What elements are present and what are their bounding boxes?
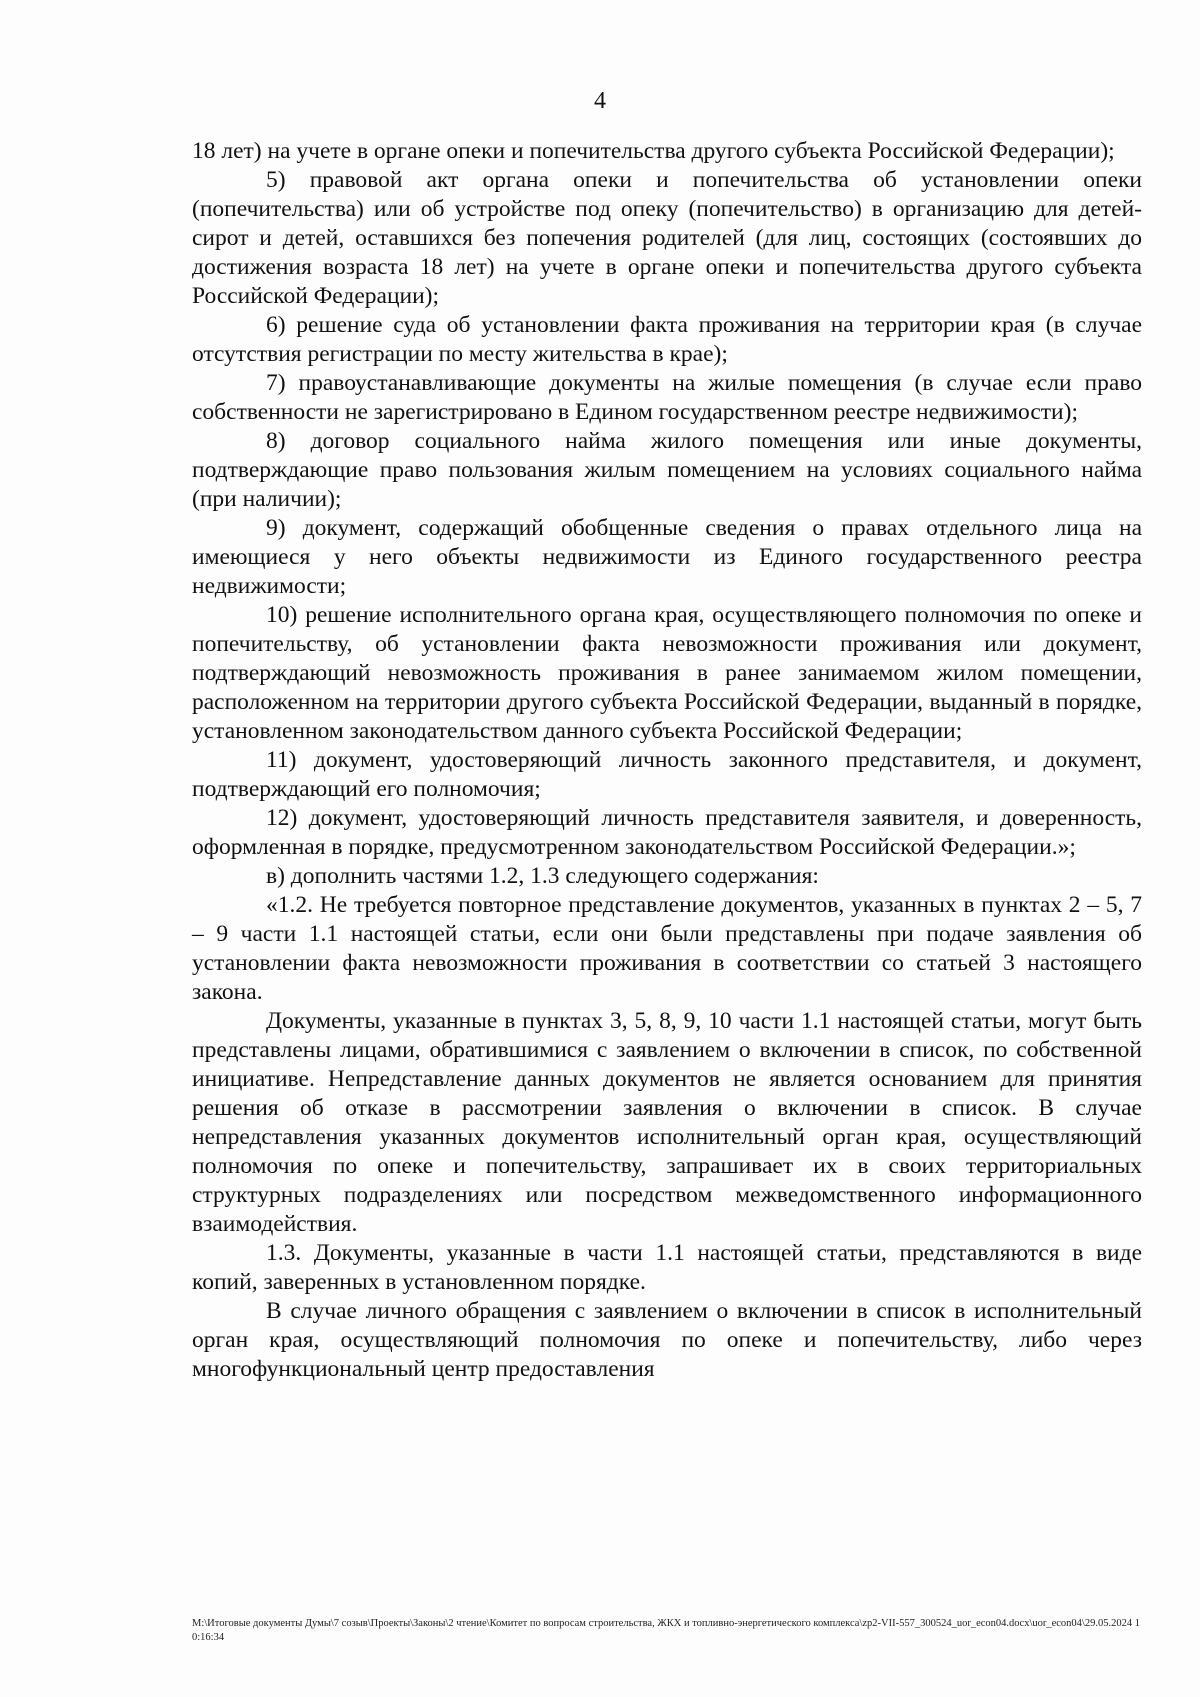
list-item-7: 7) правоустанавливающие документы на жилые помещения (в случае если право собственности не зарегистрировано в Едином государственном реестре недвижимости); xyxy=(192,370,1142,425)
part-1-3: 1.3. Документы, указанные в части 1.1 настоящей статьи, представляются в виде копий, заверенных в установленном порядке. xyxy=(192,1240,1142,1295)
list-item-9: 9) документ, содержащий обобщенные сведения о правах отдельного лица на имеющиеся у него объекты недвижимости из Единого государственного реестра недвижимости; xyxy=(192,515,1142,599)
document-body xyxy=(192,137,1142,1384)
list-item-8: 8) договор социального найма жилого помещения или иные документы, подтверждающие право пользования жилым помещением на условиях социального найма (при наличии); xyxy=(192,428,1142,512)
list-item-11: 11) документ, удостоверяющий личность законного представителя, и документ, подтверждающий его полномочия; xyxy=(192,747,1142,802)
list-item-5: 5) правовой акт органа опеки и попечительства об установлении опеки (попечительства) или об устройстве под опеку (попечительство) в организацию для детей-сирот и детей, оставшихся без попечения родителей (для лиц, состоящих (состоявших до достижения возраста 18 лет) на учете в органе опеки и попечительства другого субъекта Российской Федерации); xyxy=(192,167,1142,309)
page-number: 4 xyxy=(594,88,606,114)
paragraph-continuation: 18 лет) на учете в органе опеки и попечительства другого субъекта Российской Федерации); xyxy=(192,138,1115,164)
list-item-6: 6) решение суда об установлении факта проживания на территории края (в случае отсутствия регистрации по месту жительства в крае); xyxy=(192,312,1142,367)
paragraph-personal-appeal: В случае личного обращения с заявлением о включении в список в исполнительный орган края, осуществляющий полномочия по опеке и попечительству, либо через многофункциональный центр предоставления xyxy=(192,1298,1142,1382)
list-item-10: 10) решение исполнительного органа края, осуществляющего полномочия по опеке и попечительству, об установлении факта невозможности проживания или документ, подтверждающий невозможность проживания в ранее занимаемом жилом помещении, расположенном на территории другого субъекта Российской Федерации, выданный в порядке, установленном законодательством данного субъекта Российской Федерации; xyxy=(192,602,1142,744)
amendment-item-v: в) дополнить частями 1.2, 1.3 следующего содержания: xyxy=(266,863,819,889)
paragraph-documents: Документы, указанные в пунктах 3, 5, 8, 9, 10 части 1.1 настоящей статьи, могут быть представлены лицами, обратившимися с заявлением о включении в список, по собственной инициативе. Непредставление данных документов не является основанием для принятия решения об отказе в рассмотрении заявления о включении в список. В случае непредставления указанных документов исполнительный орган края, осуществляющий полномочия по опеке и попечительству, запрашивает их в своих территориальных структурных подразделениях или посредством межведомственного информационного взаимодействия. xyxy=(192,1008,1142,1237)
part-1-2: «1.2. Не требуется повторное представление документов, указанных в пунктах 2 – 5, 7 – 9 части 1.1 настоящей статьи, если они были представлены при подаче заявления об установлении факта невозможности проживания в соответствии со статьей 3 настоящего закона. xyxy=(192,892,1142,1005)
list-item-12: 12) документ, удостоверяющий личность представителя заявителя, и доверенность, оформленная в порядке, предусмотренном законодательством Российской Федерации.»; xyxy=(192,805,1142,860)
file-path-footer: М:\Итоговые документы Думы\7 созыв\Проекты\Законы\2 чтение\Комитет по вопросам строительства, ЖКХ и топливно-энергетического комплекса\zp2-VII-557_300524_uor_econ04.docx\uor_econ04\29.05.2024 10:16:34 xyxy=(192,1618,1140,1643)
